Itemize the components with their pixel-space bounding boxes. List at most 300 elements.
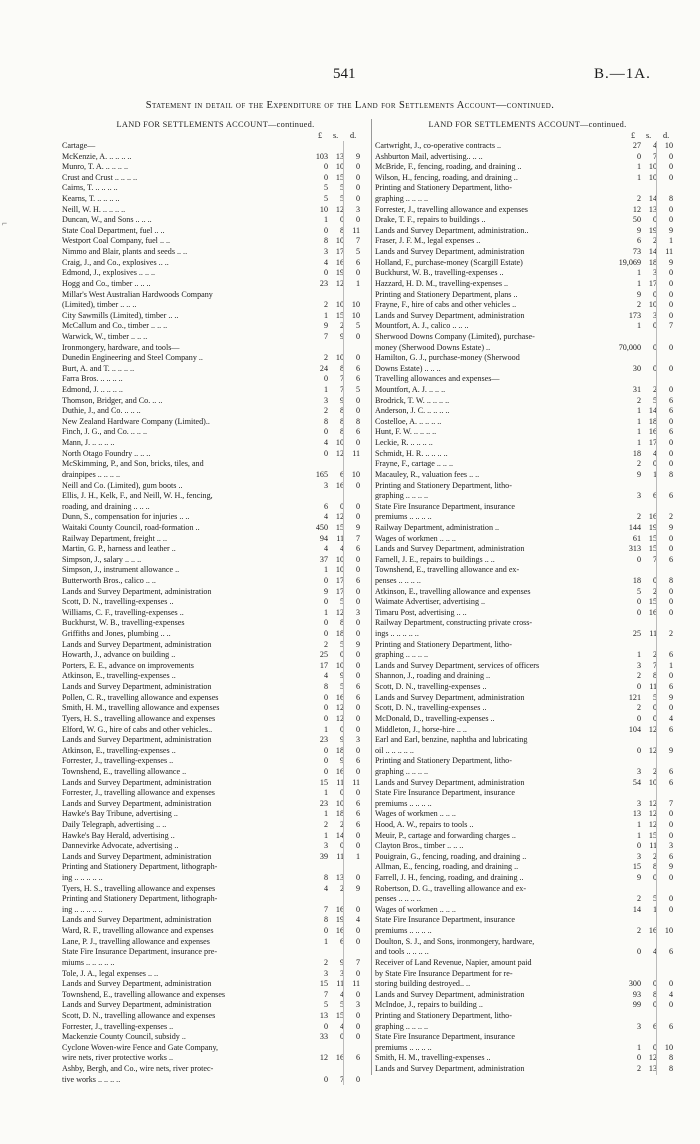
item-description: Williams, C. F., travelling-expenses .. — [62, 607, 184, 617]
amount-shillings: 12 — [335, 703, 344, 713]
pounds-header: £ — [318, 131, 323, 140]
item-description: Griffiths and Jones, plumbing .. .. — [62, 629, 171, 639]
amount-pence: 6 — [355, 682, 360, 692]
expenditure-row — [375, 608, 680, 619]
amount-pence: 0 — [355, 162, 360, 172]
amount-shillings: 7 — [339, 374, 344, 384]
item-description: Pollen, C. R., travelling allowance and expenses — [62, 692, 219, 702]
amount-shillings: 0 — [339, 215, 344, 225]
amount-pounds: 3 — [636, 1021, 641, 1031]
amount-shillings: 14 — [648, 406, 657, 416]
amount-shillings: 11 — [649, 841, 657, 851]
amount-shillings: 5 — [652, 894, 657, 904]
expenditure-row — [62, 937, 369, 948]
amount-shillings: 12 — [648, 798, 657, 808]
item-description: New Zealand Hardware Company (Limited).. — [62, 416, 210, 426]
amount-pounds: 39 — [319, 851, 328, 861]
expenditure-row — [62, 427, 369, 438]
expenditure-row — [375, 1011, 680, 1022]
expenditure-row — [62, 862, 369, 873]
amount-pounds: 1 — [636, 820, 641, 829]
amount-pence: 6 — [355, 544, 360, 554]
amount-pounds: 1 — [636, 162, 641, 172]
amount-pounds: 3 — [636, 766, 641, 776]
amount-pence: 0 — [668, 597, 673, 607]
item-description: Lands and Survey Department, administration — [375, 989, 525, 999]
amount-pence: 0 — [355, 480, 360, 490]
amount-pounds: 0 — [636, 947, 641, 957]
amount-pence: 4 — [668, 713, 673, 723]
amount-shillings: 13 — [335, 151, 344, 161]
amount-shillings: 12 — [335, 278, 344, 288]
item-description: Brodrick, T. W. .. .. .. .. — [375, 395, 450, 405]
item-description: Simpson, J., salary .. .. .. — [62, 554, 142, 564]
amount-pence: 0 — [668, 1000, 673, 1010]
amount-pence: 0 — [668, 268, 673, 278]
amount-pounds: 1 — [636, 172, 641, 182]
expenditure-row — [375, 406, 680, 417]
amount-shillings: 0 — [652, 215, 657, 225]
amount-shillings: 5 — [339, 639, 344, 649]
amount-shillings: 18 — [648, 416, 657, 426]
amount-shillings: 6 — [652, 1021, 657, 1031]
amount-pence: 9 — [668, 745, 673, 755]
right-currency-header — [375, 131, 680, 141]
amount-pence: 8 — [668, 575, 673, 585]
expenditure-row — [375, 374, 680, 385]
amount-pence: 6 — [668, 427, 673, 437]
amount-shillings: 3 — [652, 310, 657, 320]
amount-pence: 8 — [668, 1053, 673, 1063]
item-description: Warwick, W., timber .. .. .. — [62, 331, 148, 341]
amount-pence: 0 — [668, 342, 673, 352]
item-description: Printing and Stationery Department, lithograph- — [62, 894, 218, 904]
amount-pence: 6 — [355, 809, 360, 819]
amount-pounds: 165 — [315, 469, 328, 479]
amount-pounds: 0 — [323, 162, 328, 172]
item-description: miums .. .. .. .. .. — [62, 957, 115, 967]
item-description: Cartwright, J., co-operative contracts .. — [375, 141, 502, 150]
amount-shillings: 7 — [652, 554, 657, 564]
item-description: Allman, E., fencing, roading, and draining .. — [375, 862, 519, 872]
item-description: McKenzie, A. .. .. .. .. — [62, 151, 132, 161]
amount-shillings: 2 — [339, 820, 344, 829]
amount-shillings: 16 — [648, 926, 657, 936]
expenditure-row — [62, 565, 369, 576]
amount-pence: 0 — [355, 554, 360, 564]
amount-shillings: 13 — [648, 204, 657, 214]
page-header — [0, 66, 700, 86]
amount-shillings: 12 — [648, 820, 657, 829]
amount-shillings: 10 — [335, 554, 344, 564]
item-description: McDonald, D., travelling-expenses .. — [375, 713, 495, 723]
amount-shillings: 7 — [339, 1074, 344, 1084]
amount-shillings: 6 — [339, 936, 344, 946]
expenditure-row — [375, 236, 680, 247]
expenditure-row — [375, 714, 680, 725]
item-description: Lands and Survey Department, administration — [375, 777, 525, 787]
amount-pounds: 73 — [632, 247, 641, 257]
item-description: Duncan, W., and Sons .. .. .. — [62, 215, 152, 225]
expenditure-row — [62, 703, 369, 714]
amount-shillings: 12 — [648, 1053, 657, 1063]
item-description: Townshend, E., travelling allowance .. — [62, 766, 187, 776]
amount-pounds: 33 — [319, 1032, 328, 1042]
expenditure-row — [375, 183, 680, 194]
item-description: Downs Estate) .. .. .. — [375, 363, 441, 373]
amount-shillings: 0 — [652, 979, 657, 989]
left-expenditure-list — [62, 141, 369, 1085]
item-description: Elford, W. G., hire of cabs and other vehicles.. — [62, 724, 213, 734]
amount-pounds: 0 — [636, 682, 641, 692]
item-description: Lands and Survey Department, administration — [62, 639, 212, 649]
item-description: Thomson, Bridger, and Co. .. .. — [62, 395, 163, 405]
item-description: Edmond, J. .. .. .. .. — [62, 385, 123, 395]
amount-pence: 0 — [355, 629, 360, 639]
amount-shillings: 8 — [339, 363, 344, 373]
expenditure-row — [62, 788, 369, 799]
expenditure-row — [62, 799, 369, 810]
amount-shillings: 11 — [336, 851, 344, 861]
amount-shillings: 14 — [648, 194, 657, 204]
amount-shillings: 16 — [335, 766, 344, 776]
amount-pounds: 3 — [636, 851, 641, 861]
amount-shillings: 11 — [336, 979, 344, 989]
amount-shillings: 2 — [339, 883, 344, 893]
amount-shillings: 5 — [339, 682, 344, 692]
amount-pounds: 8 — [323, 682, 328, 692]
left-column-heading: LAND FOR SETTLEMENTS ACCOUNT—continued. — [116, 120, 315, 129]
expenditure-row — [375, 544, 680, 555]
expenditure-row — [62, 343, 369, 354]
amount-shillings: 0 — [652, 575, 657, 585]
expenditure-row — [62, 417, 369, 428]
amount-pounds: 2 — [323, 639, 328, 649]
item-description: graphing .. .. .. .. — [375, 491, 429, 501]
amount-pence: 5 — [355, 247, 360, 257]
item-description: Dunn, S., compensation for injuries .. .. — [62, 512, 190, 522]
expenditure-row — [375, 162, 680, 173]
expenditure-row — [375, 226, 680, 237]
amount-pence: 0 — [355, 724, 360, 734]
expenditure-row — [62, 470, 369, 481]
amount-pounds: 9 — [636, 469, 641, 479]
amount-pence: 0 — [668, 300, 673, 310]
item-description: Forrester, J., travelling allowance and expenses — [375, 204, 528, 214]
expenditure-row — [62, 618, 369, 629]
amount-pounds: 3 — [636, 660, 641, 670]
item-description: Lands and Survey Department, administration — [62, 777, 212, 787]
expenditure-row — [375, 449, 680, 460]
amount-pence: 6 — [668, 395, 673, 405]
item-description: Robertson, D. G., travelling allowance and ex- — [375, 883, 527, 893]
item-description: Howarth, J., advance on building .. — [62, 650, 176, 660]
amount-shillings: 0 — [652, 703, 657, 713]
amount-pence: 0 — [355, 671, 360, 681]
amount-pence: 0 — [668, 363, 673, 373]
expenditure-row — [375, 926, 680, 937]
amount-shillings: 9 — [339, 957, 344, 967]
amount-pounds: 0 — [323, 692, 328, 702]
expenditure-row — [62, 831, 369, 842]
expenditure-row — [375, 671, 680, 682]
amount-pounds: 0 — [323, 618, 328, 628]
expenditure-row — [62, 332, 369, 343]
amount-pounds: 4 — [323, 883, 328, 893]
amount-pence: 6 — [668, 491, 673, 501]
item-description: Farrell, J. H., fencing, roading, and draining .. — [375, 873, 524, 883]
amount-pence: 0 — [355, 406, 360, 416]
expenditure-row — [62, 555, 369, 566]
expenditure-row — [375, 587, 680, 598]
expenditure-row — [62, 491, 369, 502]
amount-pounds: 5 — [323, 194, 328, 204]
amount-pounds: 0 — [323, 597, 328, 607]
expenditure-row — [62, 311, 369, 322]
amount-pence: 0 — [668, 671, 673, 681]
expenditure-row — [375, 173, 680, 184]
amount-pence: 9 — [668, 225, 673, 235]
amount-pence: 0 — [355, 1010, 360, 1020]
amount-shillings: 5 — [652, 692, 657, 702]
amount-pence: 5 — [355, 385, 360, 395]
amount-shillings: 8 — [339, 618, 344, 628]
amount-shillings: 5 — [339, 597, 344, 607]
amount-shillings: 0 — [652, 1000, 657, 1010]
amount-pence: 9 — [355, 522, 360, 532]
amount-pounds: 99 — [632, 1000, 641, 1010]
amount-shillings: 5 — [652, 395, 657, 405]
amount-pence: 0 — [668, 809, 673, 819]
amount-pounds: 18 — [632, 448, 641, 458]
amount-pence: 0 — [668, 544, 673, 554]
amount-pence: 10 — [351, 310, 360, 320]
expenditure-row — [62, 173, 369, 184]
amount-pence: 0 — [355, 745, 360, 755]
amount-shillings: 10 — [648, 777, 657, 787]
amount-shillings: 10 — [648, 300, 657, 310]
amount-pounds: 2 — [636, 703, 641, 713]
item-description: Porters, E. E., advance on improvements — [62, 660, 194, 670]
item-description: Neill and Co. (Limited), gum boots .. — [62, 480, 183, 490]
amount-pence: 7 — [355, 533, 360, 543]
item-description: City Sawmills (Limited), timber .. .. — [62, 310, 179, 320]
amount-shillings: 18 — [335, 809, 344, 819]
expenditure-row — [62, 958, 369, 969]
amount-pounds: 104 — [628, 724, 641, 734]
expenditure-row — [375, 438, 680, 449]
amount-pounds: 4 — [323, 257, 328, 267]
shillings-header: s. — [333, 131, 339, 140]
expenditure-row — [375, 332, 680, 343]
amount-shillings: 0 — [339, 724, 344, 734]
amount-shillings: 0 — [652, 342, 657, 352]
amount-pounds: 1 — [636, 830, 641, 840]
amount-pence: 0 — [668, 204, 673, 214]
amount-shillings: 7 — [339, 385, 344, 395]
amount-shillings: 0 — [652, 289, 657, 299]
amount-pounds: 0 — [636, 841, 641, 851]
amount-pounds: 0 — [323, 427, 328, 437]
amount-shillings: 18 — [335, 629, 344, 639]
amount-pence: 0 — [355, 788, 360, 798]
amount-pence: 0 — [355, 703, 360, 713]
amount-pence: 0 — [355, 438, 360, 448]
margin-mark: ⌐ — [2, 218, 8, 228]
amount-shillings: 10 — [335, 162, 344, 172]
amount-pence: 0 — [355, 713, 360, 723]
amount-pounds: 8 — [323, 416, 328, 426]
amount-pounds: 2 — [636, 194, 641, 204]
expenditure-row — [62, 576, 369, 587]
amount-shillings: 2 — [652, 851, 657, 861]
expenditure-row — [375, 693, 680, 704]
amount-pence: 0 — [668, 459, 673, 469]
item-description: Railway Department, constructing private cross- — [375, 618, 533, 628]
item-description: Ashburton Mail, advertising.. .. .. — [375, 151, 483, 161]
amount-pounds: 0 — [323, 756, 328, 766]
expenditure-row — [375, 788, 680, 799]
expenditure-row — [62, 279, 369, 290]
amount-pence: 9 — [355, 639, 360, 649]
amount-pounds: 27 — [632, 141, 641, 150]
expenditure-row — [375, 597, 680, 608]
item-description: storing building destroyed.. .. — [375, 979, 471, 989]
expenditure-row — [62, 714, 369, 725]
amount-shillings: 12 — [648, 809, 657, 819]
item-description: Townshend, E., travelling allowance and expenses — [62, 989, 226, 999]
amount-pence: 0 — [668, 607, 673, 617]
amount-shillings: 3 — [652, 268, 657, 278]
amount-pence: 8 — [668, 1064, 673, 1074]
expenditure-row — [62, 385, 369, 396]
expenditure-row — [62, 735, 369, 746]
amount-shillings: 16 — [335, 480, 344, 490]
amount-pounds: 7 — [323, 904, 328, 914]
amount-pence: 0 — [355, 395, 360, 405]
amount-pounds: 2 — [636, 300, 641, 310]
expenditure-row — [62, 374, 369, 385]
amount-shillings: 0 — [652, 321, 657, 331]
amount-pence: 6 — [668, 851, 673, 861]
amount-pounds: 15 — [632, 862, 641, 872]
amount-pounds: 9 — [323, 321, 328, 331]
item-description: Forrester, J., travelling-expenses .. — [62, 756, 174, 766]
expenditure-row — [375, 1053, 680, 1064]
amount-pence: 0 — [668, 438, 673, 448]
amount-pounds: 1 — [636, 1042, 641, 1052]
amount-pence: 10 — [664, 1042, 673, 1052]
expenditure-row — [375, 343, 680, 354]
expenditure-row — [62, 756, 369, 767]
expenditure-row — [62, 725, 369, 736]
expenditure-row — [375, 576, 680, 587]
amount-pence: 0 — [355, 172, 360, 182]
amount-pence: 8 — [668, 469, 673, 479]
amount-pence: 6 — [355, 820, 360, 829]
item-description: Clayton Bros., timber .. .. .. — [375, 841, 464, 851]
amount-shillings: 5 — [339, 183, 344, 193]
expenditure-row — [375, 947, 680, 958]
expenditure-row — [62, 873, 369, 884]
amount-pence: 0 — [668, 448, 673, 458]
amount-pence: 3 — [668, 841, 673, 851]
amount-pence: 6 — [355, 374, 360, 384]
item-description: Hazzard, H. D. M., travelling-expenses .. — [375, 278, 509, 288]
item-description: Butterworth Bros., calico .. .. — [62, 575, 156, 585]
expenditure-row — [375, 756, 680, 767]
item-description: McBride, F., fencing, roading, and draining .. — [375, 162, 522, 172]
expenditure-row — [62, 183, 369, 194]
item-description: Farnell, J. E., repairs to buildings .. .. — [375, 554, 495, 564]
amount-pounds: 0 — [323, 713, 328, 723]
item-description: Atkinson, E., travelling-expenses .. — [62, 745, 176, 755]
amount-pounds: 121 — [628, 692, 641, 702]
item-description: money (Sherwood Downs Estate) .. — [375, 342, 491, 352]
left-currency-header — [62, 131, 369, 141]
item-description: State Fire Insurance Department, insurance — [375, 788, 516, 798]
item-description: Drake, T. F., repairs to buildings .. — [375, 215, 486, 225]
expenditure-row — [62, 1000, 369, 1011]
amount-shillings: 16 — [335, 692, 344, 702]
amount-pence: 1 — [668, 660, 673, 670]
amount-pounds: 0 — [636, 151, 641, 161]
amount-pounds: 54 — [632, 777, 641, 787]
expenditure-row — [62, 661, 369, 672]
expenditure-row — [62, 152, 369, 163]
amount-shillings: 0 — [339, 841, 344, 851]
item-description: premiums .. .. .. .. — [375, 926, 432, 936]
amount-pence: 0 — [668, 586, 673, 596]
amount-pounds: 0 — [323, 745, 328, 755]
amount-pounds: 1 — [323, 607, 328, 617]
item-description: Townshend, E., travelling allowance and ex- — [375, 565, 520, 575]
expenditure-row — [62, 852, 369, 863]
amount-pounds: 2 — [323, 820, 328, 829]
item-description: Forrester, J., travelling-expenses .. — [62, 1021, 174, 1031]
amount-pence: 11 — [352, 777, 360, 787]
expenditure-row — [62, 438, 369, 449]
item-description: Lands and Survey Department, administration — [62, 915, 212, 925]
item-description: Kearns, T. .. .. .. .. — [62, 194, 120, 204]
amount-pounds: 13 — [632, 809, 641, 819]
amount-pounds: 1 — [636, 416, 641, 426]
item-description: Sherwood Downs Company (Limited), purchase- — [375, 331, 535, 341]
amount-shillings: 8 — [339, 416, 344, 426]
page-number: 541 — [333, 66, 356, 82]
expenditure-row — [375, 205, 680, 216]
amount-pence: 0 — [355, 353, 360, 363]
amount-shillings: 12 — [335, 713, 344, 723]
amount-shillings: 9 — [339, 735, 344, 745]
expenditure-row — [375, 215, 680, 226]
expenditure-row — [375, 417, 680, 428]
expenditure-row — [62, 1032, 369, 1043]
amount-pounds: 1 — [323, 809, 328, 819]
item-description: Finch, J. G., and Co. .. .. .. — [62, 427, 147, 437]
expenditure-row — [62, 1064, 369, 1075]
expenditure-row — [375, 820, 680, 831]
amount-shillings: 0 — [652, 713, 657, 723]
item-description: Lands and Survey Department, administration — [62, 682, 212, 692]
amount-pence: 7 — [355, 957, 360, 967]
amount-pounds: 9 — [636, 873, 641, 883]
item-description: Mackenzie County Council, subsidy .. — [62, 1032, 186, 1042]
item-description: Lands and Survey Department, administration — [375, 544, 525, 554]
item-description: Lands and Survey Department, administration — [62, 1000, 212, 1010]
amount-pence: 0 — [355, 586, 360, 596]
expenditure-row — [375, 268, 680, 279]
